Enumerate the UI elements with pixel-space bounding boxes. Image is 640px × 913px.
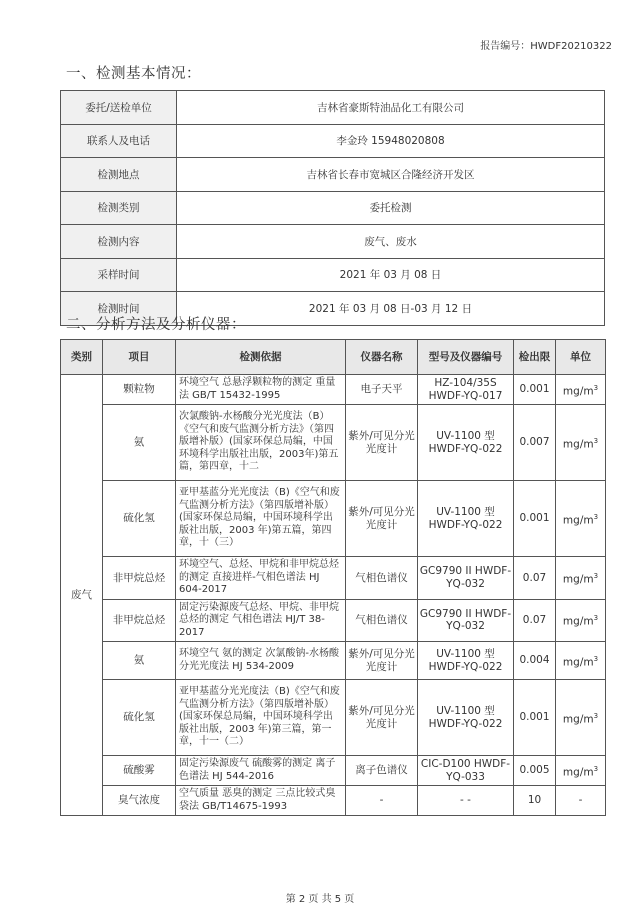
section-2-title: 二、分析方法及分析仪器： (66, 317, 246, 333)
unit-cell (556, 680, 606, 756)
limit-cell: 0.007 (514, 405, 556, 481)
table-row (61, 599, 606, 642)
info-value: 废气、废水 (177, 225, 605, 259)
table-row (61, 375, 606, 405)
item-cell: 氨 (103, 642, 176, 680)
instrument-cell: 气相色谱仪 (346, 599, 418, 642)
model-cell: GC9790 II HWDF-YQ-032 (418, 599, 514, 642)
unit-cell (556, 599, 606, 642)
unit-base: mg/m (562, 438, 594, 450)
item-cell: 非甲烷总烃 (103, 557, 176, 600)
unit-cell (556, 557, 606, 600)
model-cell: UV-1100 型 HWDF-YQ-022 (418, 680, 514, 756)
basic-info-table (60, 90, 605, 326)
table-row (61, 680, 606, 756)
model-cell: GC9790 II HWDF-YQ-032 (418, 557, 514, 600)
unit-base: mg/m (562, 656, 594, 668)
basis-cell: 环境空气 氨的测定 次氯酸钠-水杨酸分光光度法 HJ 534-2009 (176, 642, 346, 680)
method-instrument-table (60, 339, 606, 816)
unit-cell: - (556, 786, 606, 816)
info-value: 2021 年 03 月 08 日-03 月 12 日 (177, 292, 605, 326)
info-row (61, 91, 605, 125)
table-row (61, 405, 606, 481)
model-cell: UV-1100 型 HWDF-YQ-022 (418, 642, 514, 680)
instrument-cell: 紫外/可见分光光度计 (346, 680, 418, 756)
item-cell: 硫酸雾 (103, 756, 176, 786)
header-item: 项目 (103, 340, 176, 375)
info-row (61, 191, 605, 225)
unit-cell (556, 481, 606, 557)
unit-base: mg/m (562, 615, 594, 628)
info-value: 2021 年 03 月 08 日 (177, 258, 605, 292)
instrument-cell: 紫外/可见分光光度计 (346, 405, 418, 481)
header-category: 类别 (61, 340, 103, 375)
report-number: 报告编号：HWDF20210322 (480, 41, 612, 52)
basis-cell: 固定污染源废气 硫酸雾的测定 离子色谱法 HJ 544-2016 (176, 756, 346, 786)
item-cell: 非甲烷总烃 (103, 599, 176, 642)
limit-cell: 0.005 (514, 756, 556, 786)
basis-cell: 固定污染源废气总烃、甲烷、非甲烷总烃的测定 气相色谱法 HJ/T 38-2017 (176, 599, 346, 642)
limit-cell: 0.07 (514, 557, 556, 600)
model-cell: UV-1100 型 HWDF-YQ-022 (418, 405, 514, 481)
unit-exponent: 3 (593, 436, 599, 445)
unit-exponent: 3 (593, 614, 599, 623)
unit-cell (556, 405, 606, 481)
table-header-row (61, 340, 606, 375)
unit-exponent: 3 (593, 711, 599, 720)
unit-exponent: 3 (593, 383, 599, 392)
table-row (61, 481, 606, 557)
category-cell: 废气 (61, 375, 103, 816)
instrument-cell: 紫外/可见分光光度计 (346, 642, 418, 680)
unit-cell (556, 375, 606, 405)
info-value: 委托检测 (177, 191, 605, 225)
limit-cell: 0.001 (514, 680, 556, 756)
limit-cell: 0.001 (514, 481, 556, 557)
unit-base: mg/m (562, 766, 594, 778)
unit-exponent: 3 (593, 512, 599, 521)
info-row (61, 258, 605, 292)
instrument-cell: 离子色谱仪 (346, 756, 418, 786)
table-row (61, 786, 606, 816)
instrument-cell: 电子天平 (346, 375, 418, 405)
unit-cell (556, 642, 606, 680)
item-cell: 颗粒物 (103, 375, 176, 405)
unit-base: mg/m (562, 514, 594, 526)
item-cell: 臭气浓度 (103, 786, 176, 816)
basis-cell: 次氯酸钠-水杨酸分光光度法（B）《空气和废气监测分析方法》（第四版增补版）(国家环保总局编，中国环境科学出版社出版，2003年)第五篇，第四章，十二 (176, 405, 346, 481)
item-cell: 硫化氢 (103, 680, 176, 756)
instrument-cell: 气相色谱仪 (346, 557, 418, 600)
header-basis: 检测依据 (176, 340, 346, 375)
info-label: 检测内容 (61, 225, 177, 259)
table-row (61, 756, 606, 786)
info-row (61, 124, 605, 158)
table-row (61, 557, 606, 600)
page-number: 第 2 页 共 5 页 (285, 894, 355, 905)
header-limit: 检出限 (514, 340, 556, 375)
basis-cell: 空气质量 恶臭的测定 三点比较式臭袋法 GB/T14675-1993 (176, 786, 346, 816)
section-1-title: 一、检测基本情况： (66, 66, 201, 82)
model-cell: - - (418, 786, 514, 816)
header-model: 型号及仪器编号 (418, 340, 514, 375)
item-cell: 硫化氢 (103, 481, 176, 557)
table-row (61, 642, 606, 680)
unit-base: mg/m (562, 385, 594, 397)
unit-exponent: 3 (593, 764, 599, 773)
info-value: 李金玲 15948020808 (177, 124, 605, 158)
unit-exponent: 3 (593, 654, 599, 663)
limit-cell: 0.001 (514, 375, 556, 405)
instrument-cell: 紫外/可见分光光度计 (346, 481, 418, 557)
info-value: 吉林省长春市宽城区合隆经济开发区 (177, 158, 605, 192)
header-unit: 单位 (556, 340, 606, 375)
unit-exponent: 3 (593, 571, 599, 580)
info-value: 吉林省豪斯特油品化工有限公司 (177, 91, 605, 125)
model-cell: UV-1100 型 HWDF-YQ-022 (418, 481, 514, 557)
info-label: 检测类别 (61, 191, 177, 225)
info-row (61, 158, 605, 192)
model-cell: HZ-104/35S HWDF-YQ-017 (418, 375, 514, 405)
basis-cell: 环境空气、总烃、甲烷和非甲烷总烃的测定 直接进样-气相色谱法 HJ 604-2017 (176, 557, 346, 600)
info-label: 采样时间 (61, 258, 177, 292)
unit-base: mg/m (562, 713, 594, 725)
info-label: 检测地点 (61, 158, 177, 192)
basis-cell: 亚甲基蓝分光光度法（B)《空气和废气监测分析方法》（第四版增补版）(国家环保总局编，中国环境科学出版社出版，2003 年)第五篇，第四章，十（三） (176, 481, 346, 557)
limit-cell: 10 (514, 786, 556, 816)
unit-cell (556, 756, 606, 786)
item-cell: 氨 (103, 405, 176, 481)
header-instrument: 仪器名称 (346, 340, 418, 375)
limit-cell: 0.07 (514, 599, 556, 642)
model-cell: CIC-D100 HWDF-YQ-033 (418, 756, 514, 786)
basis-cell: 亚甲基蓝分光光度法（B)《空气和废气监测分析方法》（第四版增补版）(国家环保总局编，中国环境科学出版社出版，2003 年)第三篇，第一章，十一（二） (176, 680, 346, 756)
instrument-cell: - (346, 786, 418, 816)
info-row (61, 225, 605, 259)
unit-base: mg/m (562, 573, 594, 586)
info-label: 联系人及电话 (61, 124, 177, 158)
limit-cell: 0.004 (514, 642, 556, 680)
basis-cell: 环境空气 总悬浮颗粒物的测定 重量法 GB/T 15432-1995 (176, 375, 346, 405)
info-label: 委托/送检单位 (61, 91, 177, 125)
info-label: 检测时间 (61, 292, 177, 326)
